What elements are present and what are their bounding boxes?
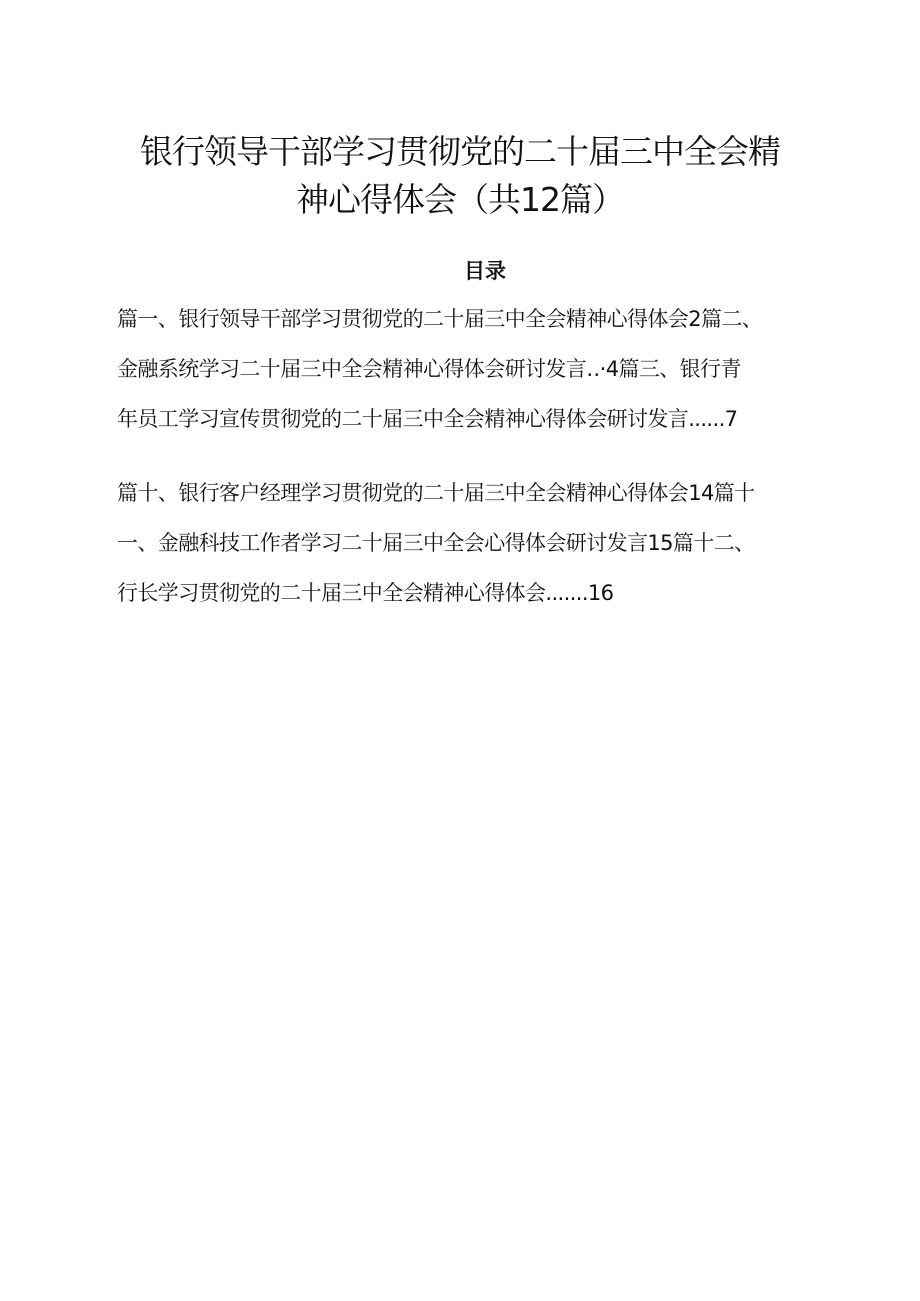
toc-line[interactable]: 年员工学习宣传贯彻党的二十届三中全会精神心得体会研讨发言......7 [117,407,738,431]
title-line-1: 银行领导干部学习贯彻党的二十届三中全会精 [140,132,780,171]
toc-heading: 目录 [464,259,506,283]
toc-line[interactable]: 篇十、银行客户经理学习贯彻党的二十届三中全会精神心得体会14篇十 [117,481,755,505]
toc-line[interactable]: 金融系统学习二十届三中全会精神心得体会研讨发言‥·4篇三、银行青 [117,357,741,381]
toc-group-1 [117,294,837,444]
toc-group-2 [117,468,837,618]
title-line-2: 神心得体会（共12篇） [296,180,624,219]
document-title [0,128,920,224]
toc-line[interactable]: 一、金融科技工作者学习二十届三中全会心得体会研讨发言15篇十二、 [117,531,755,555]
toc-line[interactable]: 篇一、银行领导干部学习贯彻党的二十届三中全会精神心得体会2篇二、 [117,307,763,331]
toc-line[interactable]: 行长学习贯彻党的二十届三中全会精神心得体会.......16 [117,581,614,605]
